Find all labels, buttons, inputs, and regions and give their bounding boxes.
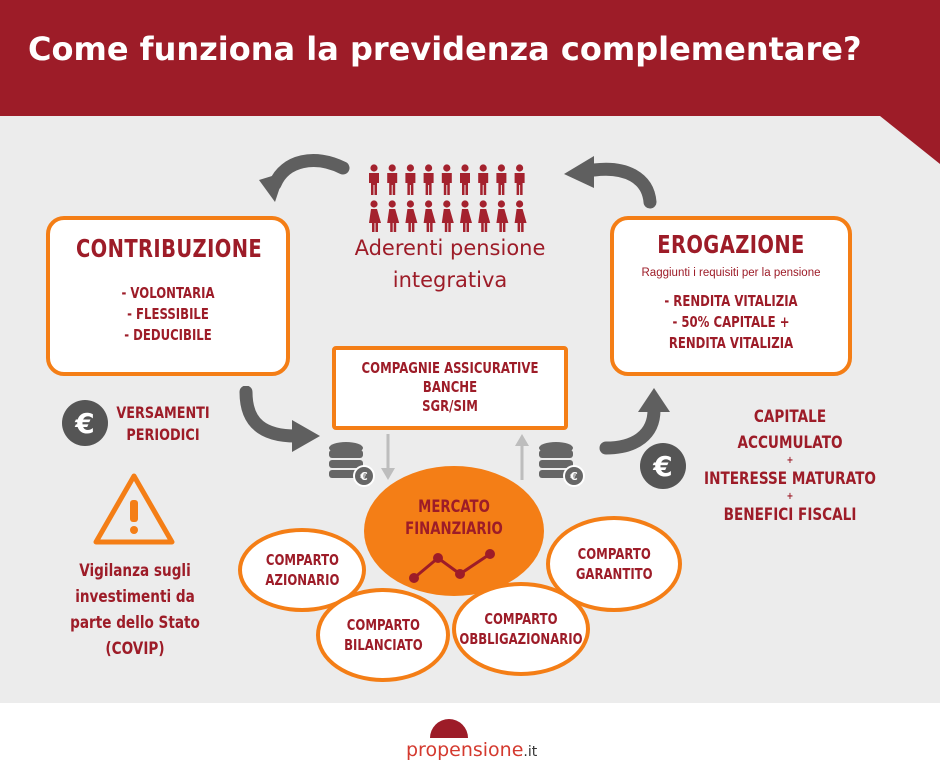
coins-euro-icon — [536, 440, 588, 488]
capitale-line1: CAPITALE ACCUMULATO — [737, 407, 843, 453]
contribuzione-box — [46, 216, 290, 376]
man-icon — [496, 164, 506, 195]
header-wedge — [880, 116, 940, 164]
contribuzione-item: - DEDUCIBILE — [124, 326, 212, 344]
comparto-label: OBBLIGAZIONARIO — [459, 630, 583, 648]
erogazione-box — [610, 216, 852, 376]
erogazione-title: EROGAZIONE — [657, 230, 805, 259]
svg-text:€: € — [570, 470, 578, 483]
woman-icon — [478, 200, 490, 232]
members-label-line2: integrativa — [392, 268, 508, 292]
contribuzione-list — [76, 283, 260, 346]
coins-euro-icon — [326, 440, 378, 488]
man-icon — [369, 164, 379, 195]
comparto-label: GARANTITO — [575, 565, 653, 583]
mercato-line1: MERCATO — [418, 497, 490, 517]
versamenti-line1: VERSAMENTI — [116, 403, 210, 422]
woman-icon — [515, 200, 527, 232]
woman-icon — [424, 200, 436, 232]
versamenti-line2: PERIODICI — [126, 425, 200, 444]
vigilanza-line: parte dello Stato — [70, 613, 200, 633]
woman-icon — [442, 200, 454, 232]
curved-arrow-left-icon — [255, 150, 355, 210]
mercato-label — [384, 496, 524, 540]
man-icon — [442, 164, 452, 195]
erogazione-list — [640, 291, 823, 354]
erogazione-item: - RENDITA VITALIZIA — [664, 292, 798, 310]
mercato-line2: FINANZIARIO — [405, 519, 503, 539]
intermediari-item: BANCHE — [422, 378, 478, 396]
footer-logo[interactable] — [406, 739, 606, 761]
vigilanza-line: (COVIP) — [105, 639, 165, 659]
thin-arrow-down-icon — [378, 432, 398, 482]
capitale-block — [702, 404, 878, 528]
thin-arrow-up-icon — [512, 432, 532, 482]
man-icon — [387, 164, 397, 195]
comparto-label: BILANCIATO — [343, 636, 423, 654]
erogazione-subtitle: Raggiunti i requisiti per la pensione — [641, 267, 821, 279]
members-label — [330, 232, 570, 296]
logo-sun-icon — [428, 714, 470, 740]
euro-icon: € — [640, 443, 686, 489]
logo-tld-text: .it — [523, 744, 538, 760]
man-icon — [515, 164, 525, 195]
intermediari-item: SGR/SIM — [422, 397, 478, 415]
man-icon — [460, 164, 470, 195]
woman-icon — [496, 200, 508, 232]
mercato-finanziario — [364, 466, 544, 596]
woman-icon — [405, 200, 417, 232]
comparto-label: COMPARTO — [346, 616, 420, 634]
members-label-line1: Aderenti pensione — [354, 236, 546, 260]
page-title: Come funziona la previdenza complementare? — [28, 30, 862, 68]
erogazione-item: RENDITA VITALIZIA — [668, 334, 794, 352]
contribuzione-item: - VOLONTARIA — [121, 284, 215, 302]
euro-icon: € — [62, 400, 108, 446]
capitale-line3: BENEFICI FISCALI — [723, 505, 857, 525]
comparto-bilanciato — [316, 588, 450, 682]
people-group-icon — [366, 164, 532, 234]
contribuzione-item: - FLESSIBILE — [127, 305, 209, 323]
capitale-line2: INTERESSE MATURATO — [704, 469, 876, 489]
vigilanza-text — [67, 558, 203, 662]
intermediari-item: COMPAGNIE ASSICURATIVE — [361, 359, 539, 377]
curved-arrow-right-icon — [560, 148, 665, 210]
vigilanza-line: Vigilanza sugli — [79, 561, 191, 581]
comparto-label: AZIONARIO — [264, 571, 340, 589]
logo-main-text: propensione — [406, 739, 524, 761]
man-icon — [424, 164, 434, 195]
comparto-garantito — [546, 516, 682, 612]
comparto-label: COMPARTO — [265, 551, 339, 569]
intermediari-list — [361, 359, 539, 416]
man-icon — [405, 164, 415, 195]
erogazione-item: - 50% CAPITALE + — [672, 313, 790, 331]
comparto-label: COMPARTO — [577, 545, 651, 563]
man-icon — [478, 164, 488, 195]
woman-icon — [369, 200, 381, 232]
trend-line-icon — [408, 546, 504, 584]
intermediari-box — [332, 346, 568, 430]
woman-icon — [387, 200, 399, 232]
warning-icon — [92, 470, 176, 546]
curved-arrow-down-right-icon — [236, 386, 324, 458]
versamenti-label — [111, 402, 215, 446]
svg-text:€: € — [360, 470, 368, 483]
vigilanza-line: investimenti da — [75, 587, 195, 607]
capitale-plus1: + — [786, 455, 794, 466]
comparto-label: COMPARTO — [484, 610, 558, 628]
woman-icon — [460, 200, 472, 232]
contribuzione-title: CONTRIBUZIONE — [75, 234, 263, 263]
capitale-plus2: + — [786, 491, 794, 502]
